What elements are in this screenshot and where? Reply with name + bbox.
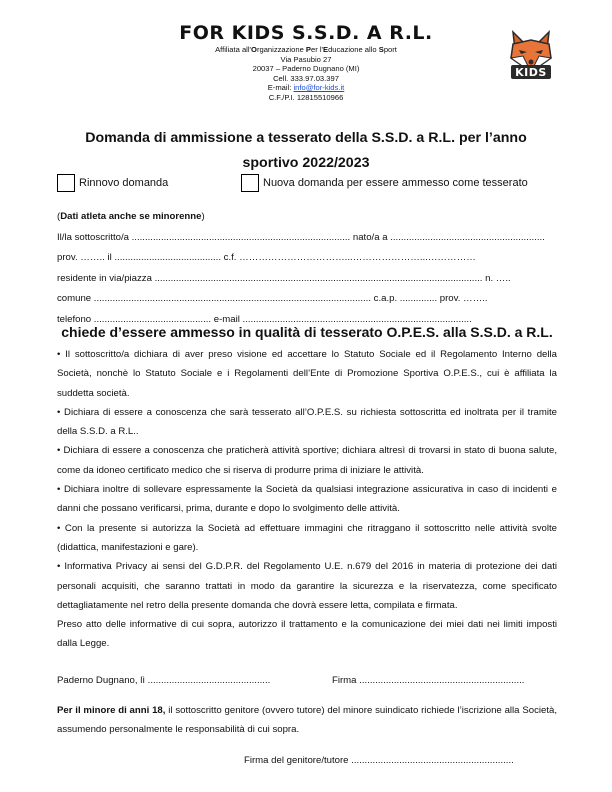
form-title: Domanda di ammissione a tesserato della S.S.D. a R.L. per l’anno sportivo 2022/2023 xyxy=(85,130,527,171)
address-street: Via Pasubio 27 xyxy=(280,54,332,64)
signature-row xyxy=(57,671,557,690)
consent-statement: Preso atto delle informative di cui sopra, autorizzo il trattamento e la comunicazione dei miei dati nei limiti imposti dalla Legge. xyxy=(57,619,557,650)
request-statement: chiede d’essere ammesso in qualità di tesserato O.P.E.S. alla S.S.D. a R.L. xyxy=(61,324,553,340)
logo-text: KIDS xyxy=(515,66,547,79)
tax-id: C.F./P.I. 12815510966 xyxy=(268,92,344,102)
province-birthdate-taxcode-field[interactable]: prov. …….. il ........................................ c.f. ……………………………...…………………...…………… xyxy=(57,252,476,263)
phone-number: Cell. 333.97.03.397 xyxy=(273,73,339,83)
clause-privacy: • Informativa Privacy ai sensi del G.D.P.R. del Regolamento U.E. n.679 del 2016 in materia di protezione dei dati personali acquisiti, che saranno trattati in modo da garantire la sicurezza e la riservatezza, come specificato dettagliatamente nel retro della presente domanda che dovrà essere letta, compilata e firmata. xyxy=(57,561,557,611)
minor-guardian-statement: Per il minore di anni 18, il sottoscritto genitore (ovvero tutore) del minore suindicato richiede l’iscrizione alla Società, assumendo personalmente le responsabilità di cui sopra. xyxy=(57,705,557,736)
guardian-signature-field[interactable]: Firma del genitore/tutore ............................................................. xyxy=(244,755,514,766)
declarations xyxy=(57,345,557,654)
new-application-checkbox[interactable] xyxy=(241,174,259,192)
email-link[interactable]: info@for-kids.it xyxy=(293,83,345,93)
renewal-label: Rinnovo domanda xyxy=(79,177,169,189)
clause-images: • Con la presente si autorizza la Società ad effettuare immagini che ritraggano il sottoscritto nelle attività svolte (didattica, manifestazioni e gare). xyxy=(57,522,557,553)
affiliation-line: Affiliata all'Organizzazione Per l'Educazione allo Sport xyxy=(215,45,397,54)
athlete-data-section xyxy=(57,207,557,330)
signature-field[interactable]: Firma .............................................................. xyxy=(332,675,525,686)
residence-field[interactable]: residente in via/piazza ........................................................................................................................... n. ….. xyxy=(57,272,511,284)
brand-name: FOR KIDS S.S.D. A R.L. xyxy=(179,22,433,44)
clause-opes-membership: • Dichiara di essere a conoscenza che sarà tesserato all’O.P.E.S. su richiesta sottoscritta ed inoltrata per il tramite della S.S.D. a R.L.. xyxy=(57,406,557,438)
name-birthplace-field[interactable]: Il/la sottoscritto/a .................................................................................. nato/a a .......................................................... xyxy=(57,231,545,243)
clause-health: • Dichiara di essere a conoscenza che praticherà attività sportive; dichiara altresì di trovarsi in stato di buona salute, come da idoneo certificato medico che si riserva di produrre prima di iniziare le attività. xyxy=(57,445,557,476)
renewal-checkbox[interactable] xyxy=(57,174,75,192)
address-city: 20037 – Paderno Dugnano (MI) xyxy=(252,64,360,74)
clause-insurance: • Dichiara inoltre di sollevare espressamente la Società da qualsiasi integrazione assicurativa in caso di incidenti e danni che possano verificarsi, prima, durante e dopo lo svolgimento delle attività. xyxy=(57,484,557,515)
city-zip-province-field[interactable]: comune ........................................................................................................ c.a.p. .............. prov. …….. xyxy=(57,293,488,304)
phone-email-field[interactable]: telefono ............................................ e-mail ...................................................................................... xyxy=(57,313,472,325)
email-line: E-mail: info@for-kids.it xyxy=(267,83,345,93)
section-label: (Dati atleta anche se minorenne) xyxy=(57,211,205,222)
fox-mascot-icon xyxy=(505,28,557,82)
new-application-label: Nuova domanda per essere ammesso come tesserato xyxy=(263,177,528,189)
place-date-field[interactable]: Paderno Dugnano, lì .............................................. xyxy=(57,675,271,686)
letterhead xyxy=(150,22,462,103)
clause-statute: • Il sottoscritto/a dichiara di aver preso visione ed accettare lo Statuto Sociale ed il Regolamento Interno della Società, nonchè lo Statuto Sociale e i Regolamenti dell’Ente di Promozione Sportiva O.P.E.S., cui è affiliata la suddetta società. xyxy=(57,349,557,399)
